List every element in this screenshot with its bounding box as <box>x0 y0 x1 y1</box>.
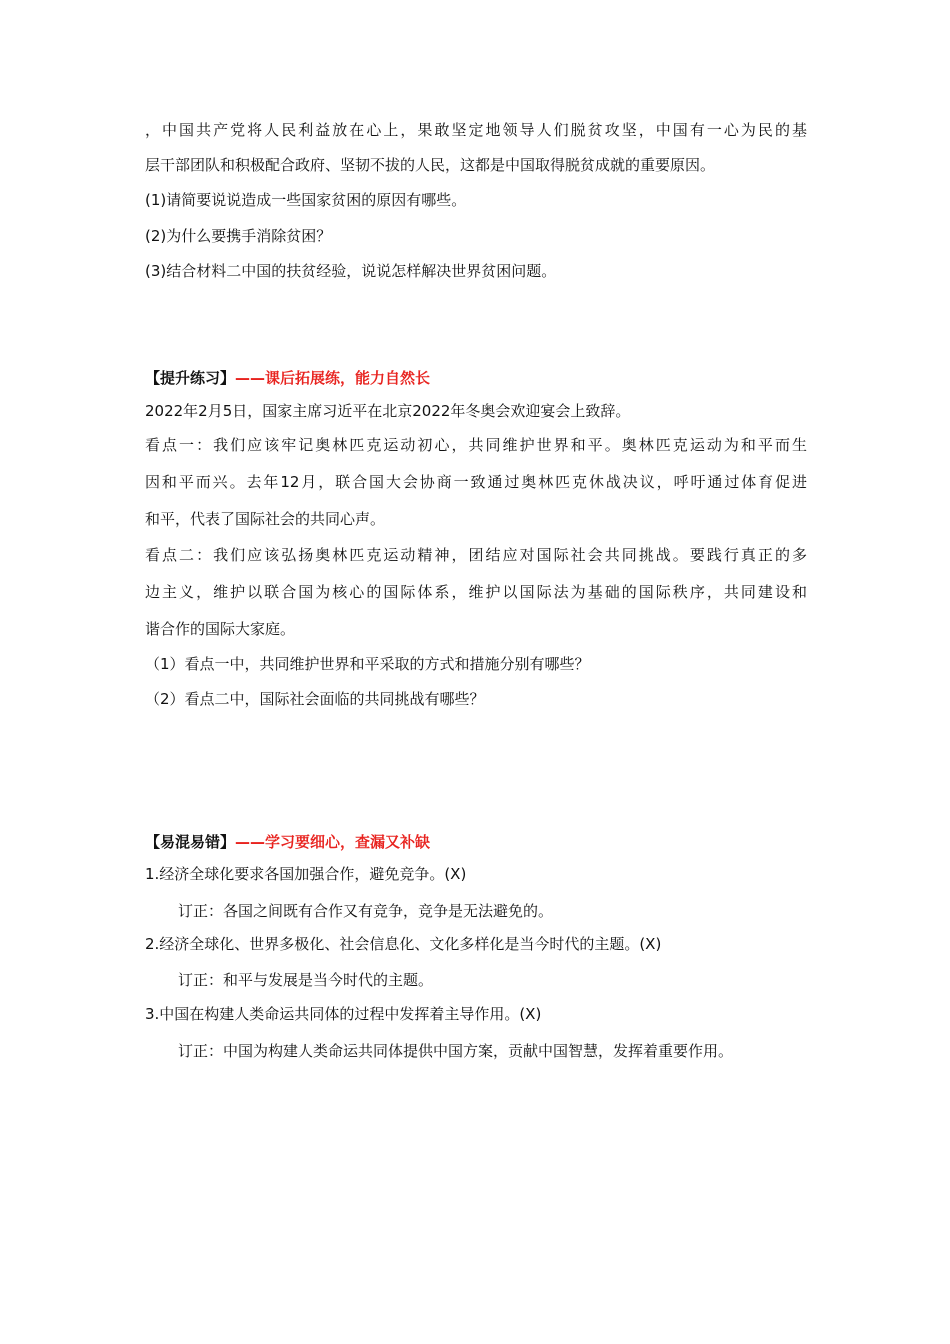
practice-heading <box>145 368 430 388</box>
error-correction-1: 订正：各国之间既有合作又有竞争，竞争是无法避免的。 <box>178 902 554 920</box>
material-question-3: (3)结合材料二中国的扶贫经验，说说怎样解决世界贫困问题。 <box>145 262 557 280</box>
error-statement-2: 2.经济全球化、世界多极化、社会信息化、文化多样化是当今时代的主题。(X) <box>145 935 662 953</box>
practice-question-2: （2）看点二中，国际社会面临的共同挑战有哪些？ <box>145 690 485 708</box>
errors-heading <box>145 832 430 852</box>
practice-heading-bracket: 【提升练习】 <box>145 369 236 387</box>
practice-question-1: （1）看点一中，共同维护世界和平采取的方式和措施分别有哪些？ <box>145 655 590 673</box>
material-line-2: 层干部团队和积极配合政府、坚韧不拔的人民，这都是中国取得脱贫成就的重要原因。 <box>145 156 716 174</box>
error-correction-2: 订正：和平与发展是当今时代的主题。 <box>178 971 434 989</box>
error-statement-3: 3.中国在构建人类命运共同体的过程中发挥着主导作用。(X) <box>145 1005 542 1023</box>
error-correction-3: 订正：中国为构建人类命运共同体提供中国方案，贡献中国智慧，发挥着重要作用。 <box>178 1042 734 1060</box>
errors-heading-slogan: ——学习要细心，查漏又补缺 <box>235 833 431 851</box>
error-statement-1: 1.经济全球化要求各国加强合作，避免竞争。(X) <box>145 865 467 883</box>
material-question-2: (2)为什么要携手消除贫困？ <box>145 227 332 245</box>
practice-point2-line1: 看点二：我们应该弘扬奥林匹克运动精神，团结应对国际社会共同挑战。要践行真正的多 <box>145 546 807 564</box>
practice-point2-line3: 谐合作的国际大家庭。 <box>145 620 296 638</box>
practice-point1-line1: 看点一：我们应该牢记奥林匹克运动初心，共同维护世界和平。奥林匹克运动为和平而生 <box>145 436 807 454</box>
material-line-1: ，中国共产党将人民利益放在心上，果敢坚定地领导人们脱贫攻坚，中国有一心为民的基 <box>145 121 807 139</box>
errors-heading-bracket: 【易混易错】 <box>145 833 236 851</box>
material-question-1: (1)请简要说说造成一些国家贫困的原因有哪些。 <box>145 191 467 209</box>
practice-heading-slogan: ——课后拓展练，能力自然长 <box>235 369 431 387</box>
practice-point2-line2: 边主义，维护以联合国为核心的国际体系，维护以国际法为基础的国际秩序，共同建设和 <box>145 583 807 601</box>
practice-point1-line3: 和平，代表了国际社会的共同心声。 <box>145 510 386 528</box>
practice-point1-line2: 因和平而兴。去年12月，联合国大会协商一致通过奥林匹克休战决议，呼吁通过体育促进 <box>145 473 807 491</box>
practice-intro: 2022年2月5日，国家主席习近平在北京2022年冬奥会欢迎宴会上致辞。 <box>145 402 631 420</box>
